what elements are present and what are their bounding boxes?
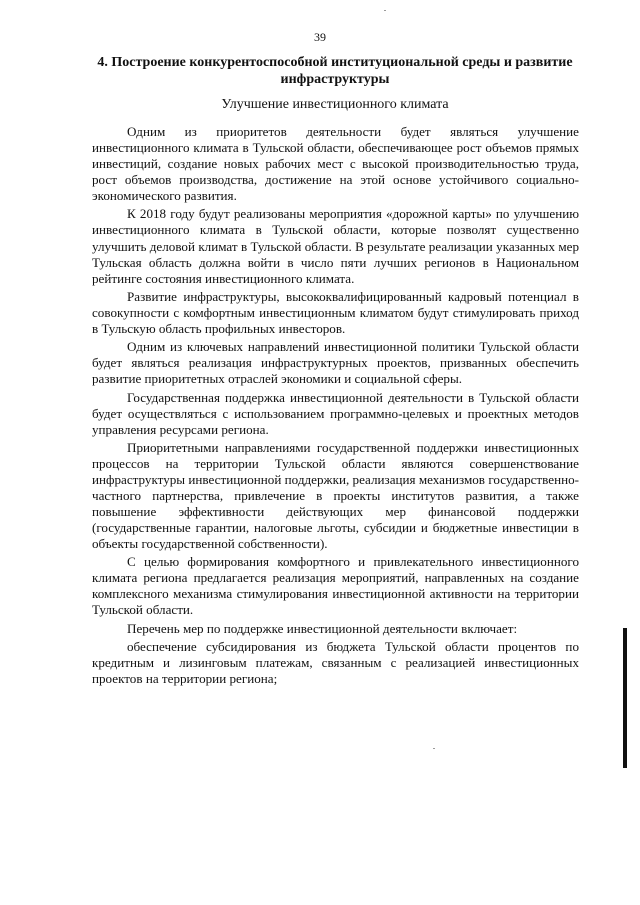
page-number: 39 [314, 30, 326, 44]
paragraph: Развитие инфраструктуры, высококвалифицированный кадровый потенциал в совокупности с комфортным инвестиционным климатом будут стимулировать приход в Тульскую область профильных инвесторов. [92, 288, 579, 336]
paragraph: обеспечение субсидирования из бюджета Тульской области процентов по кредитным и лизинговым платежам, связанным с реализацией инвестиционных проектов на территории региона; [92, 638, 579, 687]
paragraph: К 2018 году будут реализованы мероприятия «дорожной карты» по улучшению инвестиционного климата в Тульской области, которые позволят существенно улучшить деловой климат в Тульской области. В результате реализации указанных мер Тульская область должна войти в число пяти лучших регионов в Национальном рейтинге состояния инвестиционного климата. [92, 206, 579, 286]
scan-speck [433, 748, 435, 749]
paragraph: Государственная поддержка инвестиционной деятельности в Тульской области будет осуществляться с использованием программно-целевых и проектных методов управления ресурсами региона. [92, 389, 579, 437]
paragraph: С целью формирования комфортного и привлекательного инвестиционного климата региона предлагается реализация мероприятий, направленных на создание комплексного механизма стимулирования инвестиционной активности на территории Тульской области. [92, 554, 579, 618]
paragraph: Приоритетными направлениями государственной поддержки инвестиционных процессов на территории Тульской области являются совершенствование инфраструктуры инвестиционной поддержки, реализация механизмов государственно-частного партнерства, привлечение в проекты институтов развития, а также повышение эффективности действующих мер финансовой поддержки (государственные гарантии, налоговые льготы, субсидии и бюджетные инвестиции в объекты государственной собственности). [92, 439, 579, 552]
paragraph: Перечень мер по поддержке инвестиционной деятельности включает: [127, 620, 518, 636]
section-heading: 4. Построение конкурентоспособной институциональной среды и развитие инфраструктуры [97, 55, 573, 87]
paragraph: Одним из приоритетов деятельности будет являться улучшение инвестиционного климата в Тульской области, обеспечивающее рост объемов прямых инвестиций, создание новых рабочих мест с высокой производительностью труда, рост объемов производства, достижение на этой основе устойчивого социально-экономического развития. [92, 124, 579, 204]
body-text [92, 124, 579, 689]
subsection-heading: Улучшение инвестиционного климата [221, 97, 449, 112]
paragraph: Одним из ключевых направлений инвестиционной политики Тульской области будет являться реализация инфраструктурных проектов, призванных обеспечить развитие приоритетных отраслей экономики и социальной сферы. [92, 339, 579, 387]
scan-edge-bar [623, 628, 627, 768]
scan-speck [384, 10, 386, 11]
